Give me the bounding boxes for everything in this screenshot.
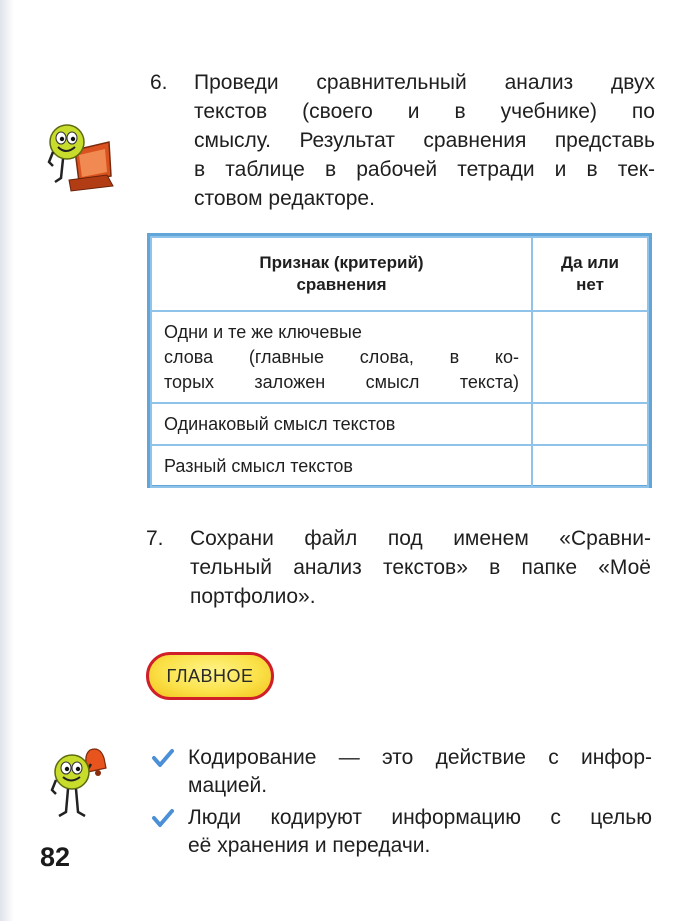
header-answer (532, 237, 648, 311)
header-answer-line: нет (576, 275, 604, 294)
bullet-line: Люди кодируют информацию с целью (188, 806, 652, 829)
task-6-line: текстов (своего и в учебнике) по (194, 100, 655, 123)
task-6-line: смыслу. Результат сравнения представь (194, 129, 655, 152)
list-item (152, 744, 652, 800)
criterion-line: Одни и те же ключевые (164, 321, 362, 342)
header-answer-line: Да или (561, 253, 619, 272)
mascot-laptop-icon (45, 120, 115, 192)
answer-cell[interactable] (532, 445, 648, 487)
criterion-cell: Разный смысл текстов (151, 445, 532, 487)
answer-cell[interactable] (532, 403, 648, 445)
header-criterion (151, 237, 532, 311)
criterion-cell: Одинаковый смысл текстов (151, 403, 532, 445)
table-row (151, 311, 648, 403)
bullet-line: мацией. (188, 774, 268, 797)
comparison-table (147, 233, 652, 488)
bullet-line: её хранения и передачи. (188, 834, 431, 857)
task-6-line: Проведи сравнительный анализ двух (194, 71, 655, 94)
task-7-line: Сохрани файл под именем «Сравни- (190, 527, 651, 550)
criterion-line: слова (главные слова, в ко- (164, 346, 519, 367)
header-criterion-line: Признак (критерий) (259, 253, 424, 272)
criterion-cell (151, 311, 532, 403)
page-number: 82 (40, 842, 71, 872)
main-points-badge: ГЛАВНОЕ (146, 652, 274, 700)
checkmark-icon (152, 748, 174, 768)
task-7-line: тельный анализ текстов» в папке «Моё (190, 556, 651, 579)
list-item (152, 804, 652, 860)
task-6-line: в таблице в рабочей тетради и в тек- (194, 158, 655, 181)
task-6-number: 6. (150, 71, 168, 94)
task-6 (150, 68, 655, 218)
checkmark-icon (152, 808, 174, 828)
table-row (151, 403, 648, 445)
answer-cell[interactable] (532, 311, 648, 403)
task-7-text (190, 524, 651, 611)
page-edge (0, 0, 14, 921)
header-criterion-line: сравнения (296, 275, 387, 294)
task-7-number: 7. (146, 527, 164, 550)
task-6-line: стовом редакторе. (194, 187, 375, 210)
task-6-text (194, 68, 655, 213)
table-header-row (151, 237, 648, 311)
task-7 (146, 524, 651, 614)
task-7-line: портфолио». (190, 585, 316, 608)
summary-list (152, 744, 652, 864)
criterion-line: торых заложен смысл текста) (164, 371, 519, 392)
mascot-bell-icon (44, 742, 116, 822)
bullet-line: Кодирование — это действие с инфор- (188, 746, 652, 769)
table-row (151, 445, 648, 487)
